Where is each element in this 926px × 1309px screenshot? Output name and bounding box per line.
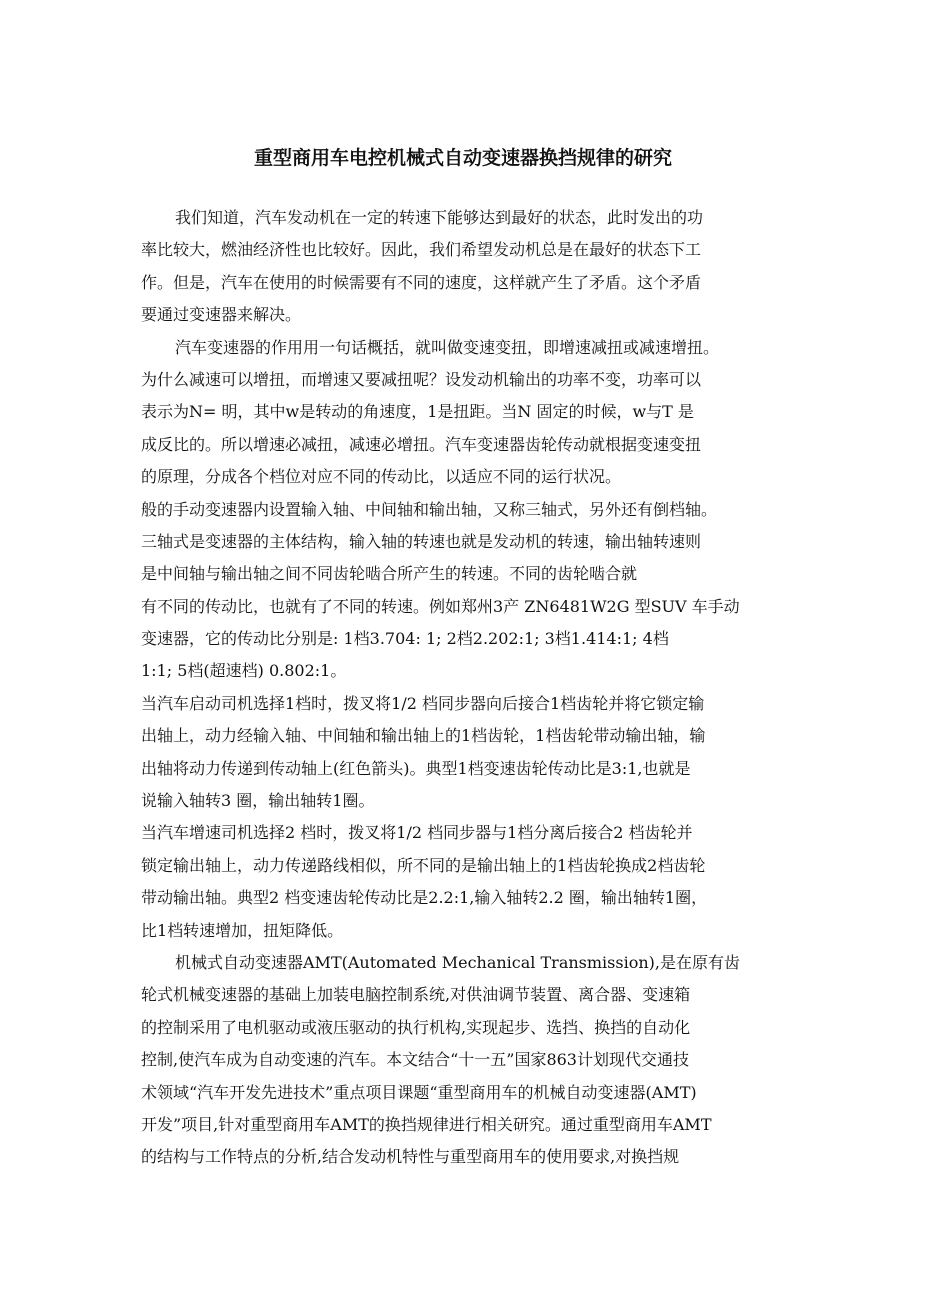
text-line: 成反比的。所以增速必减扭，减速必增扭。汽车变速器齿轮传动就根据变速变扭: [141, 434, 702, 454]
text-line: 带动输出轴。典型2 档变速齿轮传动比是2.2:1,输入轴转2.2 圈，输出轴转1圈，: [141, 888, 708, 908]
text-line: 表示为N= 明，其中w是转动的角速度，1是扭距。当N 固定的时候，w与T 是: [141, 402, 694, 422]
text-line: 比1档转速增加，扭矩降低。: [141, 920, 344, 940]
text-line: 是中间轴与输出轴之间不同齿轮啮合所产生的转速。不同的齿轮啮合就: [141, 564, 638, 584]
text-line: 般的手动变速器内设置输入轴、中间轴和输出轴，又称三轴式，另外还有倒档轴。: [141, 499, 718, 519]
text-line: 开发”项目,针对重型商用车AMT的换挡规律进行相关研究。通过重型商用车AMT: [141, 1114, 712, 1134]
text-line: 汽车变速器的作用用一句话概括，就叫做变速变扭，即增速减扭或减速增扭。: [175, 337, 720, 357]
document-title: 重型商用车电控机械式自动变速器换挡规律的研究: [253, 147, 672, 169]
text-line: 作。但是，汽车在使用的时候需要有不同的速度，这样就产生了矛盾。这个矛盾: [141, 272, 702, 292]
text-line: 我们知道，汽车发动机在一定的转速下能够达到最好的状态，此时发出的功: [175, 208, 704, 227]
text-line: 说输入轴转3 圈，输出轴转1圈。: [141, 791, 375, 811]
text-line: 的结构与工作特点的分析,结合发动机特性与重型商用车的使用要求,对换挡规: [141, 1147, 680, 1167]
text-line: 当汽车启动司机选择1档时，拨叉将1/2 档同步器向后接合1档齿轮并将它锁定输: [141, 693, 705, 713]
text-line: 出轴将动力传递到传动轴上(红色箭头)。典型1档变速齿轮传动比是3:1,也就是: [141, 758, 691, 778]
text-line: 三轴式是变速器的主体结构，输入轴的转速也就是发动机的转速，输出轴转速则: [141, 531, 702, 551]
text-line: 要通过变速器来解决。: [141, 305, 302, 325]
text-line: 变速器，它的传动比分别是: 1档3.704: 1; 2档2.202:1; 3档1.414:1; 4档: [141, 629, 669, 649]
text-line: 当汽车增速司机选择2 档时，拨叉将1/2 档同步器与1档分离后接合2 档齿轮并: [141, 823, 693, 843]
text-line: 有不同的传动比，也就有了不同的转速。例如郑州3产 ZN6481W2G 型SUV 车手动: [141, 596, 740, 616]
text-line: 的原理，分成各个档位对应不同的传动比，以适应不同的运行状况。: [141, 467, 622, 487]
text-line: 为什么减速可以增扭，而增速又要减扭呢？设发动机输出的功率不变，功率可以: [141, 369, 702, 389]
text-line: 1:1; 5档(超速档) 0.802:1。: [141, 661, 347, 681]
text-line: 率比较大，燃油经济性也比较好。因此，我们希望发动机总是在最好的状态下工: [141, 240, 702, 260]
text-line: 轮式机械变速器的基础上加装电脑控制系统,对供油调节装置、离合器、变速箱: [141, 985, 691, 1005]
text-line: 的控制采用了电机驱动或液压驱动的执行机构,实现起步、选挡、换挡的自动化: [141, 1017, 691, 1037]
text-line: 术领域“汽车开发先进技术”重点项目课题“重型商用车的机械自动变速器(AMT): [141, 1082, 697, 1102]
text-line: 锁定输出轴上，动力传递路线相似，所不同的是输出轴上的1档齿轮换成2档齿轮: [141, 855, 706, 875]
document-body: [141, 202, 787, 1174]
text-line: 出轴上，动力经输入轴、中间轴和输出轴上的1档齿轮，1档齿轮带动输出轴，输: [141, 726, 706, 746]
text-line: 控制,使汽车成为自动变速的汽车。本文结合“十一五”国家863计划现代交通技: [141, 1050, 689, 1070]
text-line: 机械式自动变速器AMT(Automated Mechanical Transmission),是在原有齿: [175, 952, 740, 972]
